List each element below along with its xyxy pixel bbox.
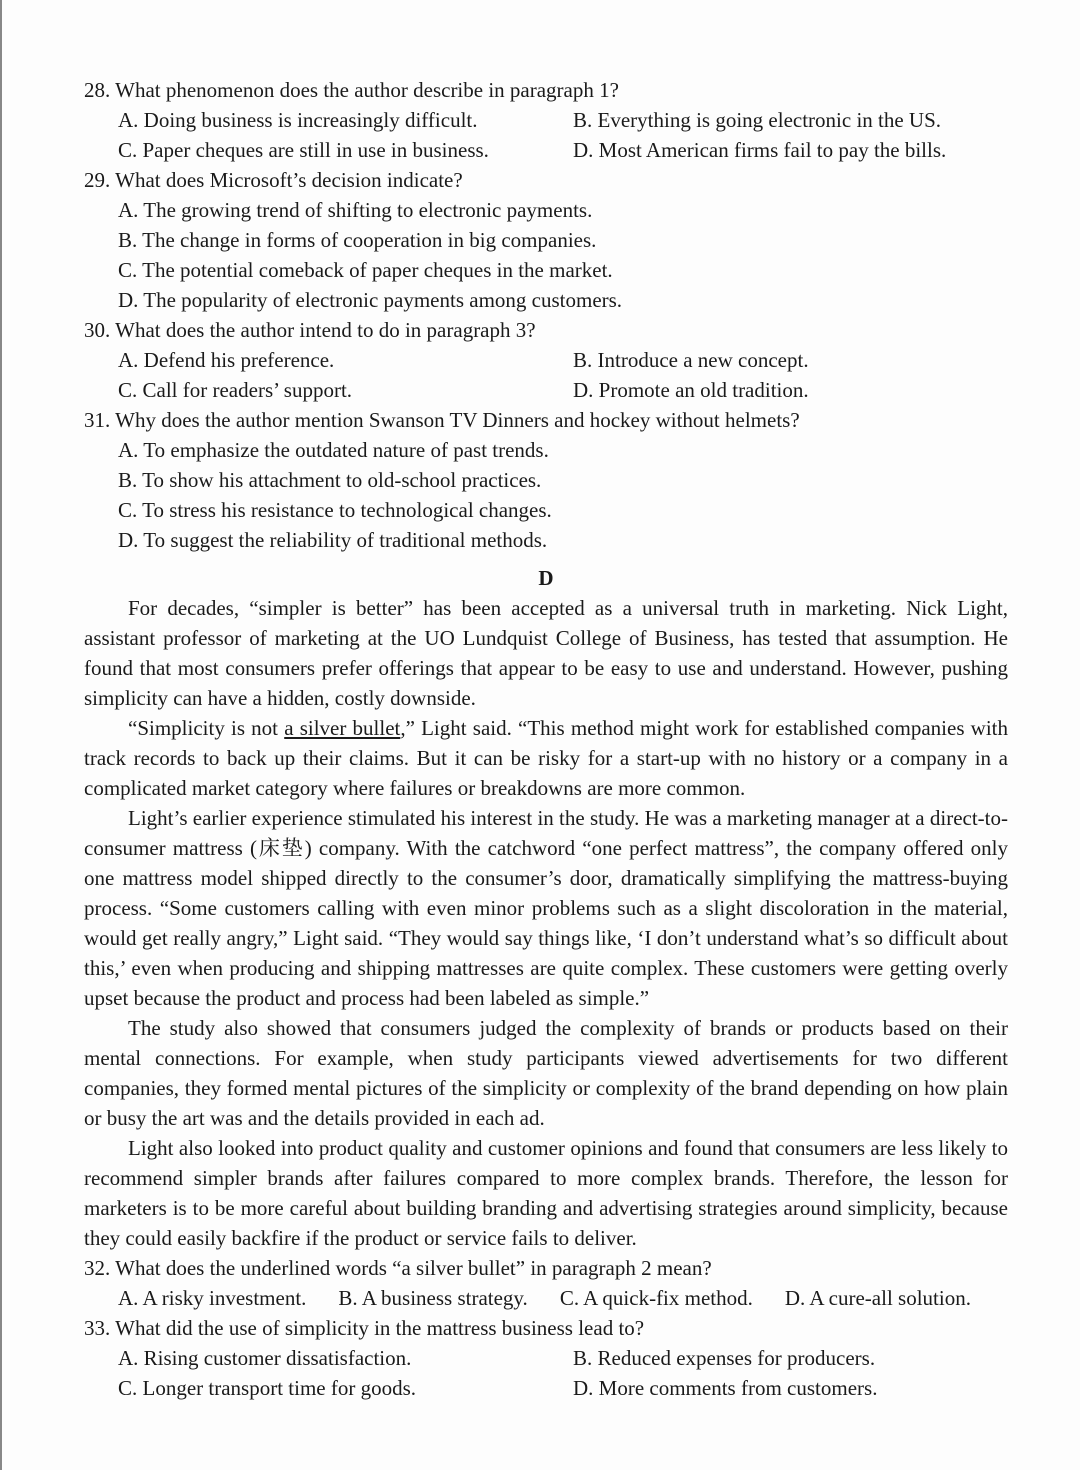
- option-b: B. Introduce a new concept.: [573, 348, 809, 372]
- option-b: B. A business strategy.: [338, 1286, 528, 1310]
- option-c: C. Call for readers’ support.: [118, 378, 353, 402]
- question-29: [84, 165, 1008, 315]
- option-b: B. Everything is going electronic in the US.: [573, 108, 942, 132]
- page-edge: [0, 0, 2, 1470]
- passage-paragraph-2: “Simplicity is not a silver bullet,” Light said. “This method might work for established companies with track records to back up their claims. But it can be risky for a start-up with no history or a company in a complicated market category where failures or breakdowns are more common.: [84, 716, 1008, 800]
- option-b: B. To show his attachment to old-school practices.: [118, 468, 542, 492]
- option-a: A. Defend his preference.: [118, 348, 335, 372]
- exam-page: [84, 75, 1008, 1403]
- option-d: D. The popularity of electronic payments among customers.: [118, 288, 623, 312]
- passage-paragraph-4: The study also showed that consumers judged the complexity of brands or products based on their mental connections. For example, when study participants viewed advertisements for two different companies, they formed mental pictures of the simplicity or complexity of the brand depending on how plain or busy the art was and the details provided in each ad.: [84, 1016, 1008, 1130]
- question-32: [84, 1253, 1008, 1313]
- question-stem: 32. What does the underlined words “a silver bullet” in paragraph 2 mean?: [84, 1256, 712, 1280]
- option-d: D. More comments from customers.: [573, 1376, 878, 1400]
- question-stem: 33. What did the use of simplicity in the mattress business lead to?: [84, 1316, 645, 1340]
- question-stem: 30. What does the author intend to do in paragraph 3?: [84, 318, 536, 342]
- option-b: B. The change in forms of cooperation in big companies.: [118, 228, 597, 252]
- question-30: [84, 315, 1008, 405]
- question-stem: 28. What phenomenon does the author describe in paragraph 1?: [84, 78, 619, 102]
- option-a: A. To emphasize the outdated nature of past trends.: [118, 438, 549, 462]
- passage-paragraph-5: Light also looked into product quality and customer opinions and found that consumers are less likely to recommend simpler brands after failures compared to more complex brands. Therefore, the lesson for marketers is to be more careful about building branding and advertising strategies around simplicity, because they could easily backfire if the product or service fails to deliver.: [84, 1136, 1008, 1250]
- option-c: C. To stress his resistance to technological changes.: [118, 498, 552, 522]
- passage-paragraph-3: Light’s earlier experience stimulated his interest in the study. He was a marketing manager at a direct-to-consumer mattress (床垫) company. With the catchword “one perfect mattress”, the company offered only one mattress model shipped directly to the consumer’s door, dramatically simplifying the mattress-buying process. “Some customers calling with even minor problems such as a slight discoloration in the material, would get really angry,” Light said. “They would say things like, ‘I don’t understand what’s so difficult about this,’ even when producing and shipping mattresses are quite complex. These customers were getting overly upset because the product and process had been labeled as simple.”: [84, 806, 1008, 1010]
- section-heading: D: [538, 566, 554, 590]
- option-c: C. Longer transport time for goods.: [118, 1376, 417, 1400]
- option-d: D. To suggest the reliability of traditional methods.: [118, 528, 548, 552]
- question-31: [84, 405, 1008, 555]
- option-c: C. The potential comeback of paper cheques in the market.: [118, 258, 613, 282]
- option-d: D. A cure-all solution.: [784, 1286, 971, 1310]
- option-a: A. A risky investment.: [118, 1286, 307, 1310]
- option-d: D. Promote an old tradition.: [573, 378, 809, 402]
- option-a: A. The growing trend of shifting to electronic payments.: [118, 198, 593, 222]
- option-a: A. Doing business is increasingly difficult.: [118, 108, 478, 132]
- option-c: C. Paper cheques are still in use in business.: [118, 138, 489, 162]
- option-a: A. Rising customer dissatisfaction.: [118, 1346, 412, 1370]
- option-b: B. Reduced expenses for producers.: [573, 1346, 876, 1370]
- question-28: [84, 75, 1008, 165]
- underlined-phrase: a silver bullet: [284, 716, 401, 740]
- question-stem: 31. Why does the author mention Swanson TV Dinners and hockey without helmets?: [84, 408, 800, 432]
- passage-paragraph-1: For decades, “simpler is better” has been accepted as a universal truth in marketing. Nick Light, assistant professor of marketing at the UO Lundquist College of Business, has tested that assumption. He found that most consumers prefer offerings that appear to be easy to use and understand. However, pushing simplicity can have a hidden, costly downside.: [84, 596, 1008, 710]
- question-33: [84, 1313, 1008, 1403]
- option-c: C. A quick-fix method.: [559, 1286, 753, 1310]
- question-stem: 29. What does Microsoft’s decision indicate?: [84, 168, 463, 192]
- option-d: D. Most American firms fail to pay the bills.: [573, 138, 947, 162]
